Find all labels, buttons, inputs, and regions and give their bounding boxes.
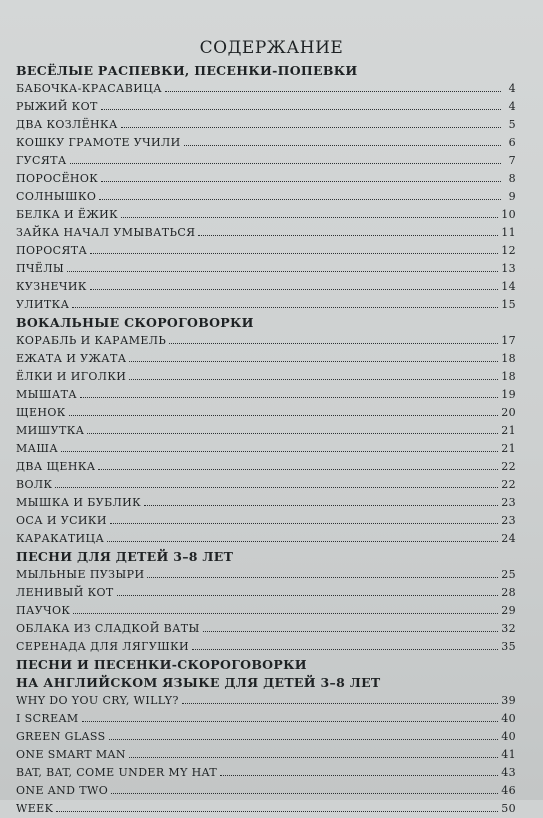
toc-entry[interactable] (16, 116, 516, 134)
dot-leader (192, 638, 498, 650)
toc-entry-title: РЫЖИЙ КОТ (16, 100, 98, 113)
dot-leader (87, 422, 498, 434)
dot-leader (182, 692, 498, 704)
toc-entry-title: БАБОЧКА-КРАСАВИЦА (16, 82, 162, 95)
toc-entry[interactable] (16, 764, 516, 782)
toc-entry-page-number: 6 (508, 136, 516, 149)
toc-entry[interactable] (16, 368, 516, 386)
toc-entry[interactable] (16, 296, 516, 314)
section-heading: ВЕСЁЛЫЕ РАСПЕВКИ, ПЕСЕНКИ-ПОПЕВКИ (16, 63, 358, 78)
toc-entry-title: ONE SMART MAN (16, 748, 126, 761)
dot-leader (69, 404, 498, 416)
toc-entry-title: МЫШАТА (16, 388, 78, 401)
toc-entry[interactable] (16, 566, 516, 584)
dot-leader (55, 476, 498, 488)
toc-entry[interactable] (16, 584, 516, 602)
toc-entry[interactable] (16, 80, 516, 98)
toc-entry-page-number: 21 (501, 424, 516, 437)
toc-entry-title: ONE AND TWO (16, 784, 109, 797)
toc-entry-title: WEEK (16, 802, 54, 815)
toc-entry-title: КАРАКАТИЦА (16, 532, 105, 545)
toc-entry[interactable] (16, 602, 516, 620)
toc-entry-title: BAT, BAT, COME UNDER MY HAT (16, 766, 218, 779)
toc-entry-page-number: 10 (501, 208, 516, 221)
toc-entry-page-number: 17 (501, 334, 516, 347)
toc-entry-page-number: 25 (501, 568, 516, 581)
toc-entry-page-number: 5 (508, 118, 516, 131)
toc-entry[interactable] (16, 134, 516, 152)
toc-entry[interactable] (16, 350, 516, 368)
toc-entry-title: ОБЛАКА ИЗ СЛАДКОЙ ВАТЫ (16, 622, 200, 635)
dot-leader (198, 224, 498, 236)
dot-leader (99, 188, 501, 200)
dot-leader (101, 170, 501, 182)
toc-entry-title: УЛИТКА (16, 298, 70, 311)
dot-leader (56, 800, 498, 812)
toc-entry-title: СОЛНЫШКО (16, 190, 97, 203)
toc-entry-page-number: 35 (501, 640, 516, 653)
toc-entry-page-number: 4 (508, 82, 516, 95)
toc-entry[interactable] (16, 98, 516, 116)
dot-leader (109, 728, 499, 740)
toc-entry-page-number: 50 (501, 802, 516, 815)
toc-entry-title: ДВА ЩЕНКА (16, 460, 96, 473)
dot-leader (129, 368, 498, 380)
toc-entry[interactable] (16, 404, 516, 422)
dot-leader (144, 494, 498, 506)
toc-entry-page-number: 39 (501, 694, 516, 707)
dot-leader (111, 782, 498, 794)
toc-entry-page-number: 24 (501, 532, 516, 545)
toc-entry[interactable] (16, 278, 516, 296)
dot-leader (80, 386, 498, 398)
toc-entry[interactable] (16, 440, 516, 458)
dot-leader (121, 116, 501, 128)
dot-leader (220, 764, 498, 776)
toc-entry-title: МЫЛЬНЫЕ ПУЗЫРИ (16, 568, 145, 581)
toc-entry-title: ОСА И УСИКИ (16, 514, 107, 527)
toc-entry[interactable] (16, 242, 516, 260)
toc-entry[interactable] (16, 620, 516, 638)
toc-entry-title: ЛЕНИВЫЙ КОТ (16, 586, 114, 599)
toc-entry-page-number: 15 (501, 298, 516, 311)
toc-entry[interactable] (16, 170, 516, 188)
toc-entry-page-number: 20 (501, 406, 516, 419)
toc-entry-title: ЁЛКИ И ИГОЛКИ (16, 370, 127, 383)
toc-entry-page-number: 29 (501, 604, 516, 617)
toc-entry[interactable] (16, 638, 516, 656)
toc-entry-title: МИШУТКА (16, 424, 85, 437)
toc-entry-page-number: 22 (501, 478, 516, 491)
toc-entry-page-number: 23 (501, 514, 516, 527)
toc-entry[interactable] (16, 188, 516, 206)
toc-entry[interactable] (16, 152, 516, 170)
dot-leader (67, 260, 498, 272)
dot-leader (184, 134, 501, 146)
toc-entry-title: WHY DO YOU CRY, WILLY? (16, 694, 179, 707)
dot-leader (72, 296, 498, 308)
toc-entry-title: ПОРОСЁНОК (16, 172, 99, 185)
dot-leader (101, 98, 501, 110)
toc-entry-page-number: 9 (508, 190, 516, 203)
dot-leader (82, 710, 499, 722)
toc-entry-page-number: 46 (501, 784, 516, 797)
dot-leader (117, 584, 499, 596)
toc-entry[interactable] (16, 728, 516, 746)
toc-entry-page-number: 8 (508, 172, 516, 185)
toc-entry[interactable] (16, 332, 516, 350)
dot-leader (98, 458, 498, 470)
toc-entry[interactable] (16, 422, 516, 440)
toc-entry[interactable] (16, 458, 516, 476)
toc-entry-title: МЫШКА И БУБЛИК (16, 496, 142, 509)
toc-entry-title: МАША (16, 442, 59, 455)
toc-entry-page-number: 7 (508, 154, 516, 167)
toc-entry-page-number: 4 (508, 100, 516, 113)
toc-entry[interactable] (16, 386, 516, 404)
dot-leader (121, 206, 498, 218)
toc-entry-page-number: 23 (501, 496, 516, 509)
toc-entry-page-number: 22 (501, 460, 516, 473)
dot-leader (73, 602, 498, 614)
toc-entry-page-number: 14 (501, 280, 516, 293)
toc-entry-title: БЕЛКА И ЁЖИК (16, 208, 119, 221)
toc-entry-page-number: 11 (501, 226, 516, 239)
toc-entry-title: ДВА КОЗЛЁНКА (16, 118, 118, 131)
toc-entry-title: КУЗНЕЧИК (16, 280, 87, 293)
section-heading: ВОКАЛЬНЫЕ СКОРОГОВОРКИ (16, 315, 254, 330)
section-heading: ПЕСНИ И ПЕСЕНКИ-СКОРОГОВОРКИ (16, 657, 307, 672)
toc-entry[interactable] (16, 512, 516, 530)
section-heading: ПЕСНИ ДЛЯ ДЕТЕЙ 3–8 ЛЕТ (16, 549, 234, 564)
toc-entry[interactable] (16, 476, 516, 494)
toc-entry-title: КОШКУ ГРАМОТЕ УЧИЛИ (16, 136, 181, 149)
dot-leader (165, 80, 501, 92)
toc-entry-page-number: 18 (501, 352, 516, 365)
toc-entry-title: ПЧЁЛЫ (16, 262, 65, 275)
page-title: СОДЕРЖАНИЕ (199, 38, 344, 58)
dot-leader (203, 620, 498, 632)
dot-leader (70, 152, 501, 164)
toc-entry-page-number: 12 (501, 244, 516, 257)
dot-leader (129, 746, 498, 758)
dot-leader (61, 440, 498, 452)
toc-entry-title: ГУСЯТА (16, 154, 67, 167)
toc-entry[interactable] (16, 800, 516, 818)
dot-leader (90, 242, 498, 254)
toc-entry-title: ПОРОСЯТА (16, 244, 88, 257)
toc-entry-page-number: 21 (501, 442, 516, 455)
toc-entry-page-number: 18 (501, 370, 516, 383)
toc-entry-title: СЕРЕНАДА ДЛЯ ЛЯГУШКИ (16, 640, 190, 653)
toc-entry-title: КОРАБЛЬ И КАРАМЕЛЬ (16, 334, 167, 347)
toc-entry[interactable] (16, 782, 516, 800)
toc-entry[interactable] (16, 260, 516, 278)
toc-entry-title: ВОЛК (16, 478, 53, 491)
dot-leader (147, 566, 498, 578)
toc-entry[interactable] (16, 494, 516, 512)
toc-entry-title: GREEN GLASS (16, 730, 106, 743)
toc-entry-page-number: 13 (501, 262, 516, 275)
toc-entry-page-number: 40 (501, 730, 516, 743)
dot-leader (90, 278, 498, 290)
toc-entry[interactable] (16, 710, 516, 728)
toc-entry-title: ЕЖАТА И УЖАТА (16, 352, 127, 365)
dot-leader (129, 350, 498, 362)
toc-entry-title: I SCREAM (16, 712, 79, 725)
toc-entry-page-number: 41 (501, 748, 516, 761)
toc-entry-page-number: 19 (501, 388, 516, 401)
toc-entry[interactable] (16, 530, 516, 548)
toc-entry[interactable] (16, 224, 516, 242)
toc-entry-page-number: 40 (501, 712, 516, 725)
toc-entry-page-number: 43 (501, 766, 516, 779)
toc-entry[interactable] (16, 692, 516, 710)
toc-entry[interactable] (16, 206, 516, 224)
toc-entry-page-number: 32 (501, 622, 516, 635)
dot-leader (169, 332, 498, 344)
toc-entry-title: ЩЕНОК (16, 406, 66, 419)
dot-leader (110, 512, 498, 524)
toc-entry[interactable] (16, 746, 516, 764)
toc-entry-title: ЗАЙКА НАЧАЛ УМЫВАТЬСЯ (16, 226, 196, 239)
toc-entry-page-number: 28 (501, 586, 516, 599)
toc-entry-title: ПАУЧОК (16, 604, 71, 617)
section-heading: НА АНГЛИЙСКОМ ЯЗЫКЕ ДЛЯ ДЕТЕЙ 3–8 ЛЕТ (16, 675, 381, 690)
dot-leader (107, 530, 498, 542)
table-of-contents (16, 62, 516, 818)
